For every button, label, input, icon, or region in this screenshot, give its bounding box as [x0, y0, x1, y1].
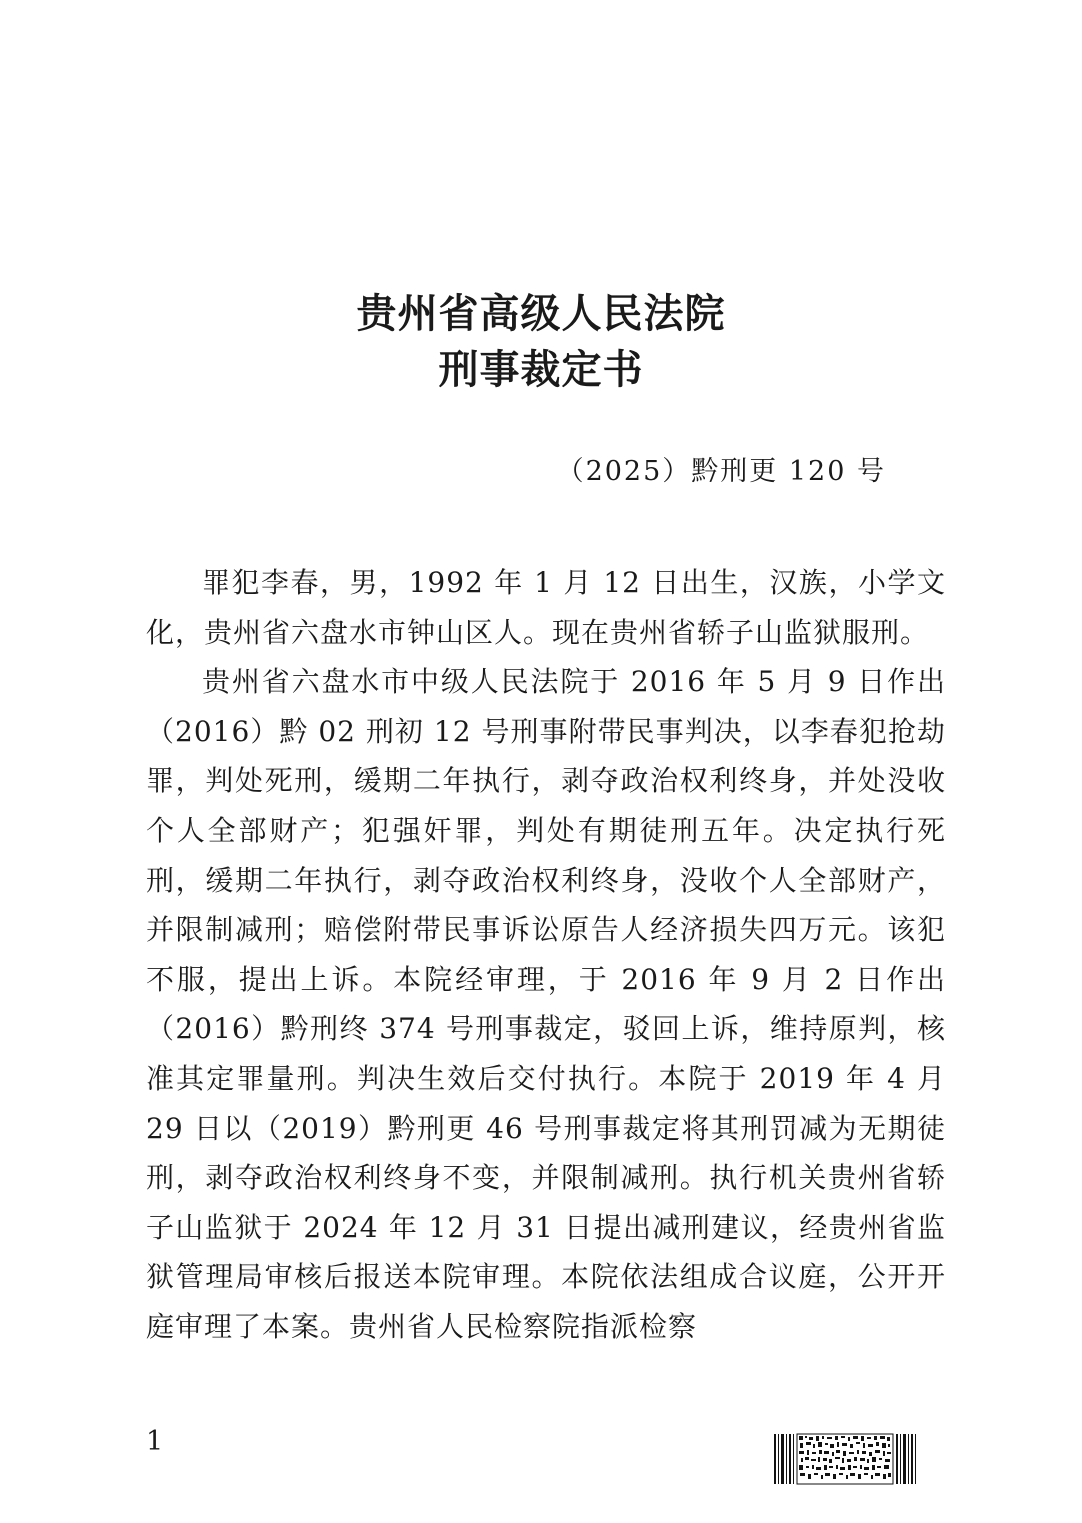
paragraph-defendant-info: 罪犯李春，男，1992 年 1 月 12 日出生，汉族，小学文化，贵州省六盘水市钟山区人。现在贵州省轿子山监狱服刑。: [146, 566, 946, 649]
court-name: 贵州省高级人民法院: [356, 290, 726, 337]
paragraph-case-history: 贵州省六盘水市中级人民法院于 2016 年 5 月 9 日作出（2016）黔 02 刑初 12 号刑事附带民事判决，以李春犯抢劫罪，判处死刑，缓期二年执行，剥夺政治权利终身，并处没收个人全部财产；犯强奸罪，判处有期徒刑五年。决定执行死刑，缓期二年执行，剥夺政治权利终身，没收个人全部财产，并限制减刑；赔偿附带民事诉讼原告人经济损失四万元。该犯不服，提出上诉。本院经审理，于 2016 年 9 月 2 日作出（2016）黔刑终 374 号刑事裁定，驳回上诉，维持原判，核准其定罪量刑。判决生效后交付执行。本院于 2019 年 4 月 29 日以（2019）黔刑更 46 号刑事裁定将其刑罚减为无期徒刑，剥夺政治权利终身不变，并限制减刑。执行机关贵州省轿子山监狱于 2024 年 12 月 31 日提出减刑建议，经贵州省监狱管理局审核后报送本院审理。本院依法组成合议庭，公开开庭审理了本案。贵州省人民检察院指派检察: [146, 665, 946, 1343]
document-type-title: 刑事裁定书: [438, 346, 644, 393]
page-number: 1: [146, 1426, 164, 1457]
barcode-icon: [772, 1432, 918, 1486]
document-body: [146, 558, 946, 1352]
case-number: （2025）黔刑更 120 号: [556, 456, 886, 487]
